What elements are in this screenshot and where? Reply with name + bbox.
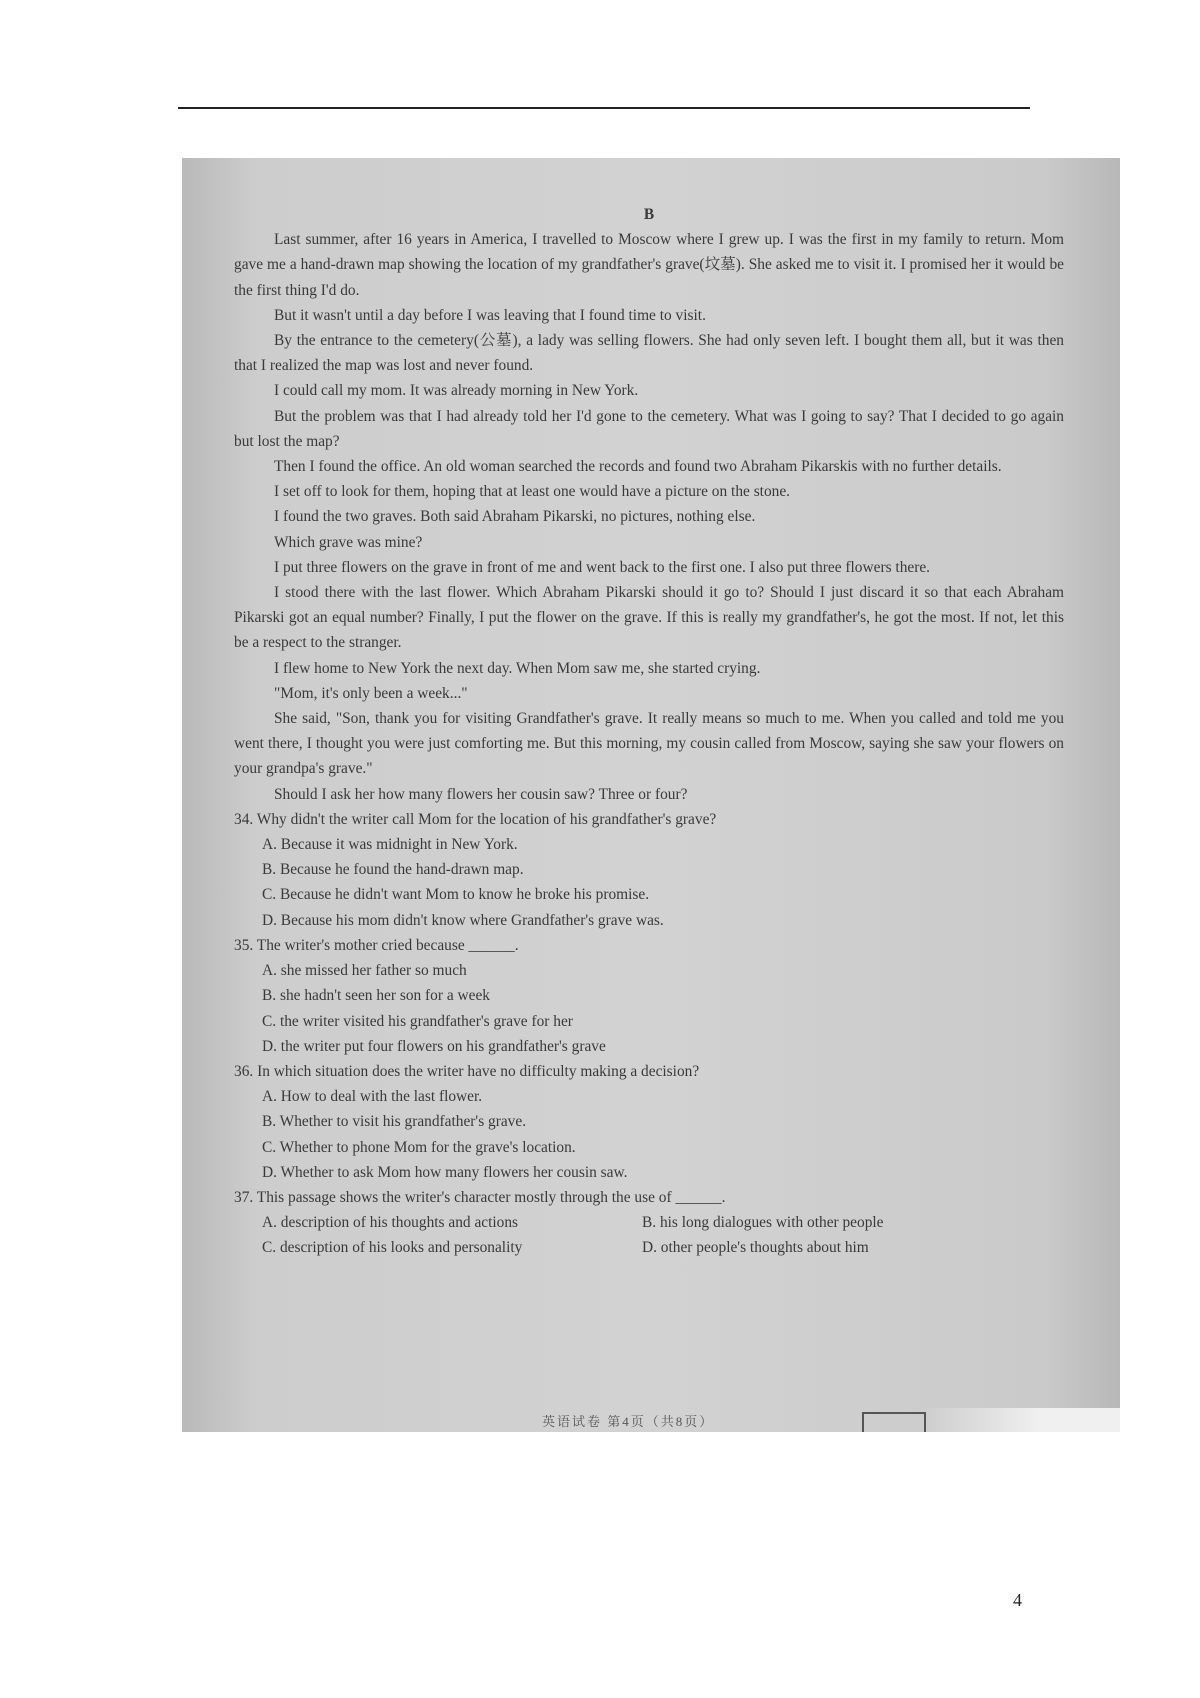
exam-page (234, 202, 1064, 1261)
passage-paragraph: Which grave was mine? (274, 533, 423, 551)
passage-paragraph: Should I ask her how many flowers her cousin saw? Three or four? (274, 785, 688, 803)
option-row (262, 1235, 1064, 1260)
option-b: B. she hadn't seen her son for a week (262, 987, 491, 1005)
option-b: B. Because he found the hand-drawn map. (262, 861, 524, 879)
scanned-exam-photo (182, 158, 1120, 1432)
question-stem: 35. The writer's mother cried because ______. (234, 936, 519, 954)
passage-paragraph: Then I found the office. An old woman searched the records and found two Abraham Pikarskis with no further details. (274, 458, 1002, 476)
passage-paragraph: "Mom, it's only been a week..." (274, 684, 468, 702)
passage (234, 227, 1064, 807)
question-stem: 34. Why didn't the writer call Mom for the location of his grandfather's grave? (234, 810, 717, 828)
section-label: B (643, 206, 655, 223)
passage-paragraph: I put three flowers on the grave in front of me and went back to the first one. I also put three flowers there. (274, 558, 931, 576)
option-a: A. she missed her father so much (262, 962, 467, 980)
passage-paragraph: I flew home to New York the next day. When Mom saw me, she started crying. (274, 659, 761, 677)
option-row (262, 1210, 1064, 1235)
passage-paragraph: Last summer, after 16 years in America, I travelled to Moscow where I grew up. I was the first in my family to return. Mom gave me a hand-drawn map showing the location of my grandfather's grave(坟墓). She asked me to visit it. I promised her it would be the first thing I'd do. (234, 231, 1064, 299)
passage-paragraph: But the problem was that I had already told her I'd gone to the cemetery. What was I going to say? That I decided to go again but lost the map? (234, 407, 1064, 450)
question-stem: 37. This passage shows the writer's character mostly through the use of ______. (234, 1188, 726, 1206)
option-a: A. description of his thoughts and actions (262, 1214, 519, 1232)
question-35 (234, 933, 1064, 1059)
option-b: B. his long dialogues with other people (642, 1214, 884, 1232)
passage-paragraph: I set off to look for them, hoping that at least one would have a picture on the stone. (274, 483, 791, 501)
question-36 (234, 1059, 1064, 1185)
option-a: A. How to deal with the last flower. (262, 1088, 483, 1106)
page-number: 4 (1013, 1590, 1022, 1610)
score-box (862, 1412, 926, 1432)
option-b: B. Whether to visit his grandfather's grave. (262, 1113, 527, 1131)
passage-paragraph: I could call my mom. It was already morning in New York. (274, 382, 639, 400)
question-34 (234, 807, 1064, 933)
option-c: C. description of his looks and personality (262, 1239, 523, 1257)
passage-paragraph: By the entrance to the cemetery(公墓), a lady was selling flowers. She had only seven left. I bought them all, but it was then that I realized the map was lost and never found. (234, 332, 1064, 375)
header-rule (178, 107, 1030, 109)
option-d: D. Because his mom didn't know where Grandfather's grave was. (262, 911, 664, 929)
option-c: C. Whether to phone Mom for the grave's location. (262, 1138, 576, 1156)
option-c: C. Because he didn't want Mom to know he broke his promise. (262, 886, 650, 904)
option-a: A. Because it was midnight in New York. (262, 836, 518, 854)
option-d: D. other people's thoughts about him (642, 1239, 869, 1257)
passage-paragraph: I stood there with the last flower. Which Abraham Pikarski should it go to? Should I just discard it so that each Abraham Pikarski got an equal number? Finally, I put the flower on the grave. If this is really my grandfather's, he got the most. If not, let this be a respect to the stranger. (234, 584, 1064, 652)
exam-footer: 英语试卷 第4页（共8页） (542, 1414, 715, 1429)
option-d: D. Whether to ask Mom how many flowers her cousin saw. (262, 1163, 628, 1181)
question-37 (234, 1185, 1064, 1261)
question-stem: 36. In which situation does the writer have no difficulty making a decision? (234, 1062, 700, 1080)
passage-paragraph: I found the two graves. Both said Abraham Pikarski, no pictures, nothing else. (274, 508, 756, 526)
passage-paragraph: She said, "Son, thank you for visiting Grandfather's grave. It really means so much to me. When you called and told me you went there, I thought you were just comforting me. But this morning, my cousin called from Moscow, saying she saw your flowers on your grandpa's grave." (234, 710, 1064, 778)
passage-paragraph: But it wasn't until a day before I was leaving that I found time to visit. (274, 306, 706, 324)
light-glare (920, 1408, 1120, 1432)
option-d: D. the writer put four flowers on his grandfather's grave (262, 1037, 606, 1055)
option-c: C. the writer visited his grandfather's grave for her (262, 1012, 573, 1030)
